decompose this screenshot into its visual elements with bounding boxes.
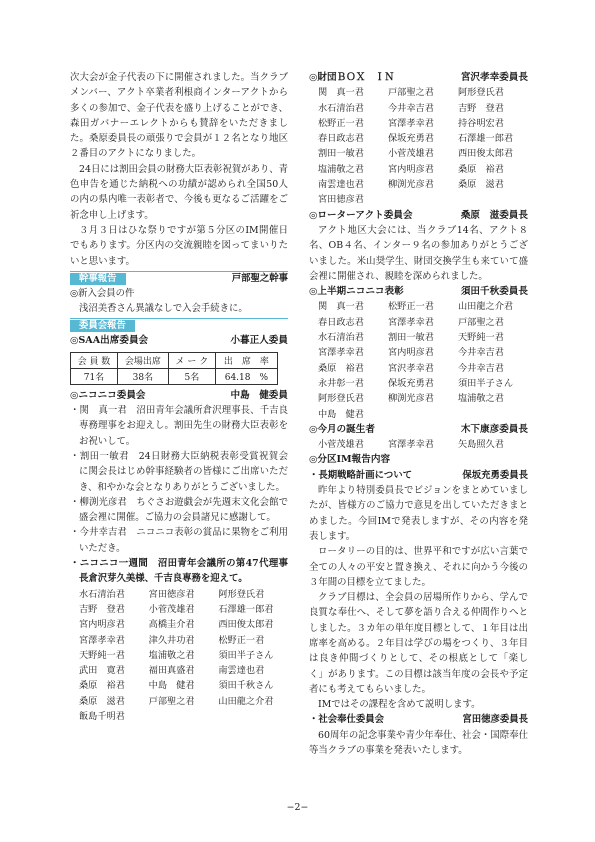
member-name: 春日政志君 [318, 316, 364, 328]
member-name: 春日政志君 [318, 133, 364, 145]
member-name: 阿形登氏君 [318, 393, 364, 405]
att-header-cell: 会場出席 [117, 352, 168, 368]
member-name: 宮澤孝幸君 [388, 117, 434, 129]
shakai-title: ・社会奉仕委員会 [309, 714, 385, 726]
member-name: 塩浦敬之君 [458, 393, 504, 405]
member-name: 宮澤孝幸君 [388, 316, 434, 328]
attendance-value-row [71, 368, 278, 384]
niko-week-title: ・ニコニコ一週間 沼田青年会議所の第47代理事長倉沢芽久美様、千吉良専務を迎えて。 [70, 558, 288, 585]
niko-item: ・今井幸吉君 ニコニコ表彰の賞品に果物をご利用いただき。 [70, 527, 288, 554]
rotaract-name: 桑原 滋委員長 [460, 209, 528, 221]
member-name: 武田 寛君 [79, 665, 125, 677]
intro-paragraph: 次大会が金子代表の下に開催されました。当クラブメンバー、アクト卒業者利根商インターアクトから多くの参加で、金子代表を盛り上げることができ、森田ガバナーエレクトからも賛辞をいただきました。桑原委員長の頑張りで会員が１２名となり地区２番目のアクトになりました。 [70, 72, 288, 160]
im-heading [309, 452, 528, 467]
kanji-report-header [70, 271, 288, 286]
celebration-paragraph: 24日には割田会員の財務大臣表彰祝賀があり、青色申告を通じた納税への功績が認められ全国50人の内の県内唯一表彰者で、今後も更なるご活躍をご祈念申し上げます。 [70, 163, 288, 221]
member-name [149, 709, 219, 724]
niko-name: 中島 健委員 [230, 389, 288, 401]
kami-heading [309, 284, 528, 299]
niko-item: ・柳渕光彦君 ちぐさお遊戯会が先週末文化会館で盛会裡に開催。ご協力の会員諸兄に感謝して。 [70, 496, 288, 524]
saa-heading [70, 333, 288, 348]
member-name: 西田俊太郎君 [218, 619, 274, 631]
member-name: 柳渕光彦君 [388, 393, 434, 405]
att-value-cell: 5名 [168, 368, 215, 384]
member-name: 柳渕光彦君 [388, 179, 434, 191]
plan-name: 保坂充勇委員長 [462, 469, 528, 481]
committee-report-label: 委員会報告 [70, 320, 135, 332]
shakai-name: 宮田徳彦委員長 [462, 714, 528, 726]
member-name: 宮沢孝幸君 [388, 362, 434, 374]
niko-item: ・関 真一君 沼田青年会議所倉沢理事長、千吉良専務理事をお迎えし。割田先生の財務大臣表彰をお祝いして。 [70, 405, 288, 447]
attendance-header-row [71, 352, 278, 368]
member-name: 吉野 登君 [458, 102, 504, 114]
member-name: 割田一敏君 [318, 148, 364, 160]
member-name: 須田半子さん [458, 377, 514, 389]
att-value-cell: 71名 [71, 368, 118, 384]
plan-paragraph: IMではその課程を含めて説明します。 [318, 699, 481, 711]
member-name: 桑原 滋君 [79, 695, 125, 707]
box-heading [309, 70, 528, 85]
newmember-text: 浅沼美香さん異議なしで入会手続きに。 [79, 303, 248, 315]
shakai-heading [309, 712, 528, 727]
bday-heading [309, 422, 528, 437]
member-name: 塩浦敬之君 [318, 163, 364, 175]
member-name: 中島 健君 [318, 408, 364, 420]
plan-heading [309, 468, 528, 483]
member-name: 宮内明彦君 [79, 619, 125, 631]
member-name: 桑原 滋君 [458, 179, 504, 191]
member-name: 宮田徳彦君 [148, 588, 195, 600]
member-name: 水石清治君 [318, 102, 364, 114]
member-name: 南雲達也君 [318, 179, 364, 191]
plan-paragraph: ロータリーの目的は、世界平和ですが広い言葉で全ての人々の平安と置き換え、それに向かう今後の３年間の目標を立てました。 [309, 546, 528, 588]
member-name: 石澤雄一郎君 [218, 603, 274, 615]
member-name: 阿形登氏君 [218, 588, 265, 600]
member-name: 戸部聖之君 [458, 316, 504, 328]
shakai-text: 60周年の記念事業や青少年奉仕、社会・国際奉仕等当クラブの事業を発表いたします。 [309, 729, 528, 757]
im-paragraph: ３月３日はひな祭りですが第５分区のIM開催日でもあります。分区内の交流親睦を図ってまいりたいと思います。 [70, 224, 288, 267]
right-column [309, 70, 528, 758]
member-name: 関 真一君 [318, 301, 364, 313]
rotaract-text: アクト地区大会には、当クラブ14名、アクト８名、OB４名、インター９名の参加ありがとうございました。米山奨学生、財団交換学生も来ていて盛会裡に開催され、親睦を深められました。 [309, 224, 528, 282]
kami-title: ◎上半期ニコニコ表彰 [309, 286, 404, 298]
im-title: ◎分区IM報告内容 [309, 454, 391, 466]
kanji-name: 戸部聖之幹事 [231, 272, 288, 284]
member-name: 今井幸吉君 [458, 347, 504, 359]
member-name [458, 192, 528, 207]
box-name: 宮沢孝幸委員長 [460, 72, 528, 83]
page-number: −2− [286, 802, 309, 813]
bday-title: ◎今月の誕生者 [309, 423, 375, 435]
member-name: 天野純一君 [79, 649, 125, 661]
niko-week-names [70, 587, 288, 725]
member-name: 水石清治君 [318, 332, 364, 344]
left-column [70, 70, 288, 724]
member-name: 小菅茂雄君 [148, 603, 195, 615]
member-name [388, 407, 458, 422]
member-name: 福田真盛君 [148, 665, 195, 677]
member-name: 宮内明彦君 [388, 163, 434, 175]
member-name [458, 407, 528, 422]
niko-heading [70, 388, 288, 403]
member-name: 石澤雄一郎君 [458, 133, 514, 145]
member-name: 南雲達也君 [218, 665, 265, 677]
member-name: 桑原 裕君 [458, 163, 504, 175]
member-name: 山田龍之介君 [218, 695, 274, 707]
committee-report-header [70, 318, 288, 333]
member-name: 桑原 裕君 [318, 362, 364, 374]
member-name: 天野純一君 [458, 332, 504, 344]
member-name: 小菅茂雄君 [388, 148, 434, 160]
member-name: 高橋圭介君 [148, 619, 195, 631]
member-name: 保坂充勇君 [388, 133, 434, 145]
kami-names [309, 299, 528, 421]
niko-title: ◎ニコニコ委員会 [70, 389, 146, 401]
member-name: 津久井功君 [148, 634, 195, 646]
member-name [218, 709, 288, 724]
box-title: ◎財団ＢＯＸ ＩＮ [309, 72, 395, 83]
member-name: 関 真一君 [318, 87, 364, 99]
member-name: 飯島千明君 [79, 710, 125, 722]
att-value-cell: 38名 [117, 368, 168, 384]
member-name: 永井彰一君 [318, 377, 364, 389]
member-name: 持谷明宏君 [458, 117, 504, 129]
member-name: 矢島照久君 [458, 439, 504, 451]
saa-title: ◎SAA出席委員会 [70, 335, 149, 347]
member-name: 宮澤孝幸君 [388, 439, 434, 451]
kami-name: 須田千秋委員長 [460, 286, 528, 298]
att-header-cell: 出 席 率 [215, 352, 277, 368]
att-value-cell: 64.18 % [215, 368, 277, 384]
member-name: 宮澤孝幸君 [79, 634, 125, 646]
member-name: 須田半子さん [218, 649, 274, 661]
plan-paragraph: クラブ目標は、全会員の居場所作りから、学んで良質な奉仕へ、そして夢を語り合える仲間作りへとしました。３カ年の単年度目標として、１年目は出席率を高める。２年目は学びの場をつくり、３年目は良き仲間づくりとして、その根底として「楽しく」があります。この目標は該当年度の会長や予定者にも考えてもらいました。 [309, 592, 528, 695]
plan-paragraph: 昨年より特別委員長でビジョンをまとめていましたが、皆様方のご協力で意見を出していただきまとめました。今回IMで発表しますが、その内容を発表します。 [309, 485, 528, 542]
member-name: 今井幸吉君 [458, 362, 504, 374]
member-name [388, 192, 458, 207]
member-name: 桑原 裕君 [79, 680, 125, 692]
member-name: 吉野 登君 [79, 603, 125, 615]
member-name: 松野正一君 [318, 117, 364, 129]
bday-names [309, 437, 528, 452]
member-name: 宮田徳彦君 [318, 194, 364, 206]
newmember-title: ◎新入会員の件 [70, 287, 135, 299]
member-name: 山田龍之介君 [458, 301, 514, 313]
member-name: 塩浦敬之君 [148, 649, 195, 661]
plan-title: ・長期戦略計画について [309, 469, 412, 481]
member-name: 西田俊太郎君 [458, 148, 514, 160]
member-name: 須田千秋さん [218, 680, 274, 692]
member-name: 割田一敏君 [388, 332, 434, 344]
member-name: 戸部聖之君 [388, 87, 434, 99]
att-header-cell: 会 員 数 [71, 352, 118, 368]
member-name: 今井幸吉君 [388, 102, 434, 114]
att-header-cell: メ ー ク [168, 352, 215, 368]
member-name: 宮内明彦君 [388, 347, 434, 359]
bday-name: 木下康彦委員長 [460, 423, 528, 435]
member-name: 小菅茂雄君 [318, 439, 364, 451]
niko-item: ・割田一敏君 24日財務大臣納税表彰受賞祝賀会に関会長はじめ幹事経験者の皆様にご出席いただき、和やかな会となりありがとうございました。 [70, 450, 288, 493]
member-name: 阿形登氏君 [458, 87, 504, 99]
member-name: 水石清治君 [79, 588, 125, 600]
member-name: 松野正一君 [218, 634, 265, 646]
member-name: 中島 健君 [148, 680, 195, 692]
saa-name: 小暮正人委員 [230, 335, 288, 347]
member-name: 戸部聖之君 [148, 695, 195, 707]
kanji-report-label: 幹事報告 [70, 273, 126, 285]
rotaract-title: ◎ローターアクト委員会 [309, 209, 413, 221]
box-names [309, 85, 528, 207]
rotaract-heading [309, 208, 528, 223]
member-name: 松野正一君 [388, 301, 434, 313]
attendance-table [70, 352, 278, 385]
member-name: 保坂充勇君 [388, 377, 434, 389]
member-name: 宮澤孝幸君 [318, 347, 364, 359]
